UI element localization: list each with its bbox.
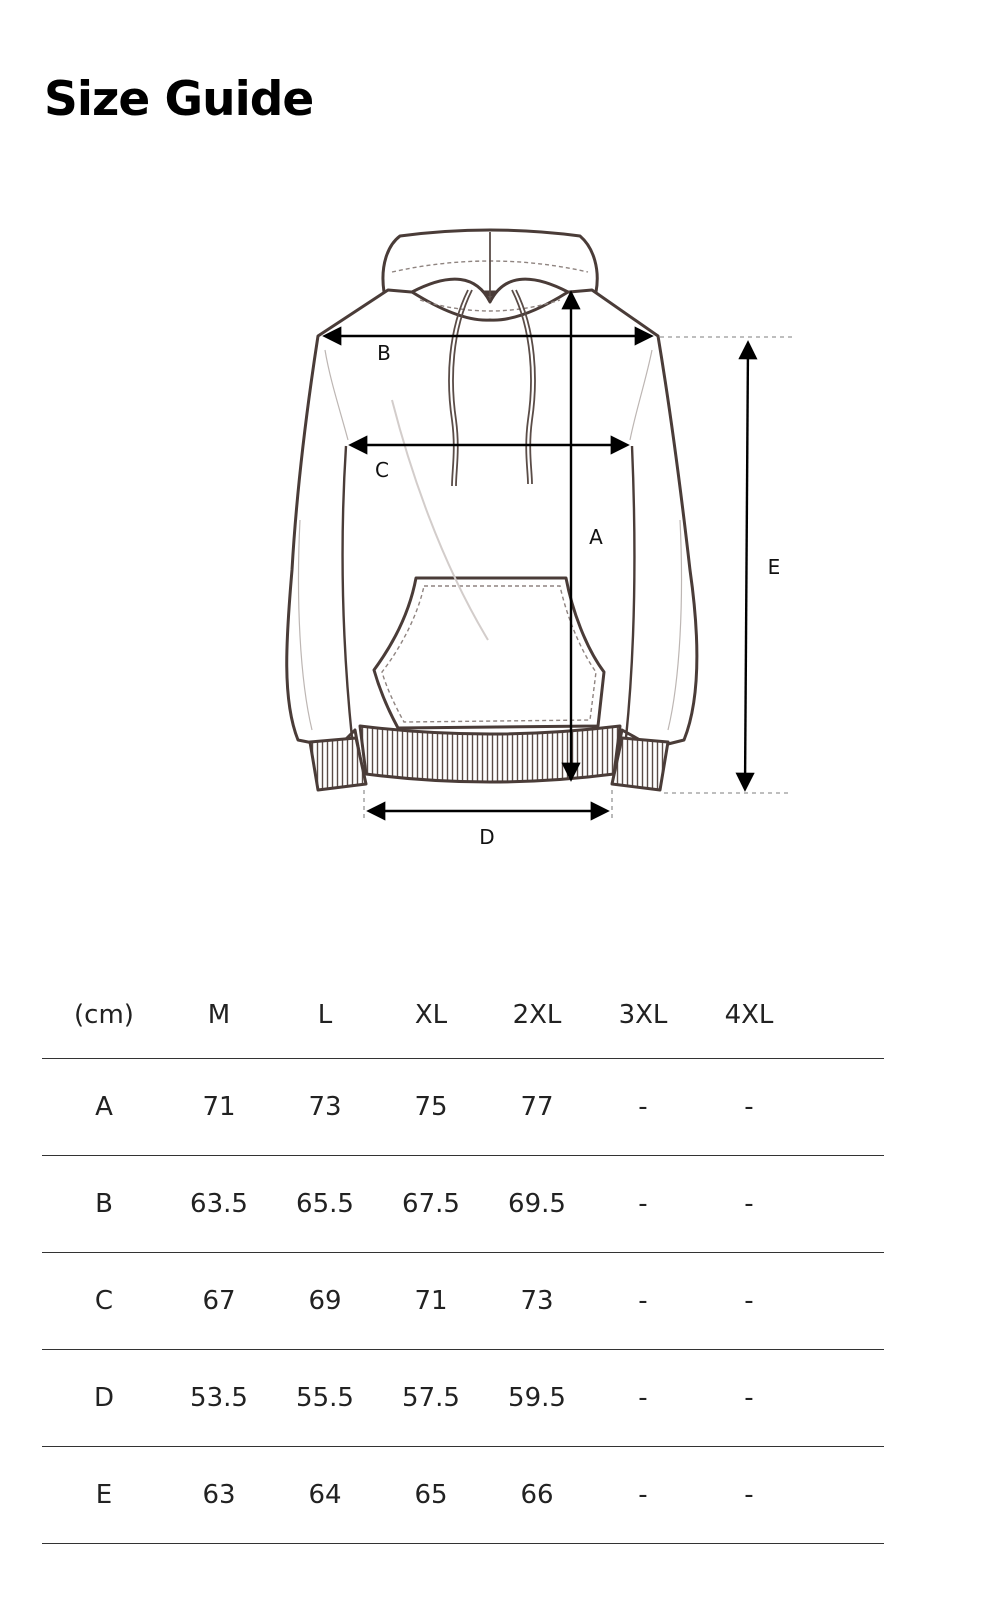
table-cell: 59.5 (484, 1350, 590, 1447)
page-title: Size Guide (44, 72, 314, 127)
table-cell: 65 (378, 1447, 484, 1544)
row-label: C (42, 1253, 166, 1350)
row-label: A (42, 1059, 166, 1156)
size-header: 3XL (590, 972, 696, 1059)
table-cell: 69.5 (484, 1156, 590, 1253)
table-cell: 77 (484, 1059, 590, 1156)
table-cell: 67 (166, 1253, 272, 1350)
table-cell: - (590, 1350, 696, 1447)
label-d: D (479, 825, 495, 849)
table-cell: 66 (484, 1447, 590, 1544)
table-cell: - (696, 1447, 802, 1544)
label-a: A (589, 525, 603, 549)
table-row (42, 1059, 884, 1156)
table-cell: 63 (166, 1447, 272, 1544)
row-label: E (42, 1447, 166, 1544)
size-header: L (272, 972, 378, 1059)
size-header: M (166, 972, 272, 1059)
table-cell: 67.5 (378, 1156, 484, 1253)
table-cell: 53.5 (166, 1350, 272, 1447)
table-row (42, 1253, 884, 1350)
table-header-row (42, 972, 884, 1059)
table-cell: - (696, 1059, 802, 1156)
table-row (42, 1156, 884, 1253)
table-cell: - (696, 1253, 802, 1350)
table-cell: 73 (484, 1253, 590, 1350)
label-b: B (377, 341, 391, 365)
table-cell: 71 (166, 1059, 272, 1156)
size-header: 2XL (484, 972, 590, 1059)
hoodie-measurement-diagram (0, 180, 1000, 900)
row-label: B (42, 1156, 166, 1253)
size-header: XL (378, 972, 484, 1059)
table-cell: - (696, 1350, 802, 1447)
row-label: D (42, 1350, 166, 1447)
table-cell: 73 (272, 1059, 378, 1156)
table-cell: - (696, 1156, 802, 1253)
hoodie-illustration (287, 230, 697, 790)
table-cell: 55.5 (272, 1350, 378, 1447)
table-cell: 71 (378, 1253, 484, 1350)
table-cell: 64 (272, 1447, 378, 1544)
table-cell: 75 (378, 1059, 484, 1156)
table-cell: 63.5 (166, 1156, 272, 1253)
table-cell: - (590, 1059, 696, 1156)
table-cell: - (590, 1253, 696, 1350)
table-cell: - (590, 1447, 696, 1544)
size-header: 4XL (696, 972, 802, 1059)
table-cell: - (590, 1156, 696, 1253)
table-cell: 57.5 (378, 1350, 484, 1447)
table-cell: 69 (272, 1253, 378, 1350)
label-c: C (375, 458, 389, 482)
table-row (42, 1350, 884, 1447)
unit-label: (cm) (42, 972, 166, 1059)
label-e: E (767, 555, 781, 579)
table-cell: 65.5 (272, 1156, 378, 1253)
table-row (42, 1447, 884, 1544)
size-chart-table (42, 972, 884, 1544)
measure-arrow-e (745, 344, 748, 788)
